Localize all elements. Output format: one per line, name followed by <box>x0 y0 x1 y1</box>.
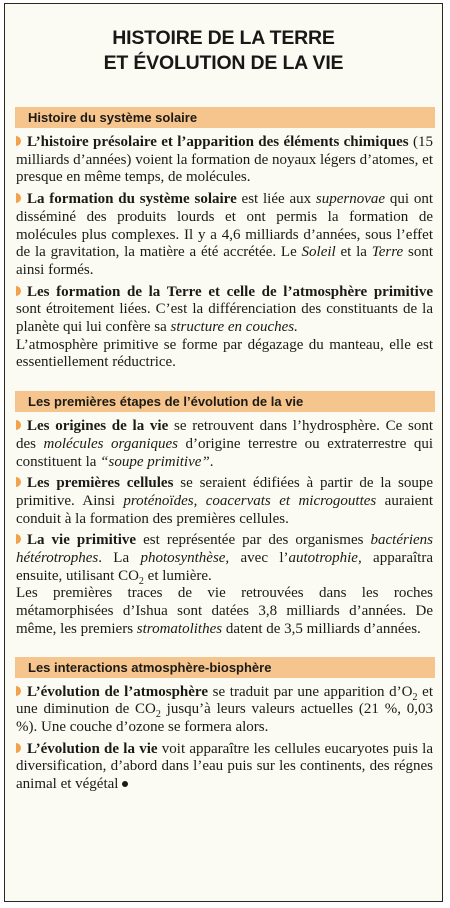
section-heading: Histoire du système solaire <box>15 107 435 128</box>
section-2 <box>5 391 442 638</box>
bullet-paragraph <box>16 475 433 528</box>
text-bold: L’évolution de l’atmosphère <box>27 683 208 700</box>
document-frame <box>4 3 443 902</box>
text-italic: Soleil <box>301 244 336 261</box>
title-line-2: ET ÉVOLUTION DE LA VIE <box>103 52 344 74</box>
text-run: avec l’ <box>229 550 289 567</box>
text-run: est liée aux <box>236 191 316 208</box>
text-run: jusqu’à leurs valeurs actuelles (21 %, 0,03 %). Une couche d’ozone se formera alors. <box>16 701 434 735</box>
bullet-paragraph <box>16 532 433 585</box>
text-italic: proténoïdes, coacervats et microgouttes <box>123 492 377 509</box>
text-run: d’origine terrestre ou extraterrestre qui constituent la <box>16 435 434 470</box>
text-run: voit apparaître les cellules eucaryotes puis la diversification, d’abord dans l’eau puis sur les continents, des régnes animal et végétal <box>16 740 433 793</box>
section-3 <box>5 657 442 794</box>
text-run: . <box>209 453 214 470</box>
text-run: apparaîtra ensuite, utilisant CO <box>16 550 433 584</box>
document-body <box>5 107 442 794</box>
text-run: et lumière. <box>143 567 212 584</box>
text-run: et une diminution de CO <box>16 683 433 718</box>
text-italic: photosynthèse, <box>140 550 230 567</box>
section-1 <box>5 107 442 372</box>
bullet-paragraph <box>16 134 433 187</box>
paragraph <box>16 585 433 638</box>
bullet-icon <box>16 136 21 146</box>
text-sub: 2 <box>412 691 418 703</box>
text-bold: La vie primitive <box>27 532 137 549</box>
bullet-icon <box>16 477 21 487</box>
text-italic: supernovae <box>315 191 386 208</box>
text-run: sont étroitement liées. C’est la différenciation des constituants de la planète qui lui confère sa <box>16 301 433 336</box>
bullet-icon <box>16 286 21 296</box>
text-run: qui ont disséminé des produits lourds et ont permis la formation de molécules plus complexes. Il y a 4,6 milliards d’années, sous l’effet de la gravitation, la matière a été accrétée. Le <box>16 191 433 261</box>
text-run: et la <box>335 244 372 261</box>
text-bold: Les origines de la vie <box>27 418 169 435</box>
bullet-icon <box>16 420 21 430</box>
bullet-icon <box>16 743 21 753</box>
text-run: se traduit par une apparition d’O <box>207 683 413 700</box>
text-bold: L’évolution de la vie <box>27 740 158 757</box>
title-line-1: HISTOIRE DE LA TERRE <box>112 27 335 49</box>
text-run: L’atmosphère primitive se forme par dégazage du manteau, elle est essentiellement réductrice. <box>16 336 433 371</box>
text-bold: La formation du système solaire <box>27 191 237 208</box>
text-bold: Les formation de la Terre et celle de l’atmosphère primitive <box>27 283 433 300</box>
text-run: se retrouvent dans l’hydrosphère. Ce sont des <box>16 418 433 452</box>
text-italic: stromatolithes <box>136 620 223 637</box>
text-italic: autotrophie, <box>288 550 362 567</box>
bullet-icon <box>16 686 21 696</box>
text-run: se seraient édifiées à partir de la soupe primitive. Ainsi <box>16 475 433 509</box>
text-italic: bactériens hétérotrophes <box>16 532 433 567</box>
text-italic: molécules organiques <box>43 435 178 452</box>
text-run: (15 milliards d’années) voient la formation de noyaux légers d’atomes, et presque en même temps, de molécules. <box>16 134 434 186</box>
bullet-icon <box>16 193 21 203</box>
bullet-paragraph <box>16 284 433 337</box>
text-sub: 2 <box>155 709 161 721</box>
text-run: datent de 3,5 milliards d’années. <box>222 620 421 637</box>
bullet-paragraph <box>16 684 433 737</box>
text-run: auraient conduit à la formation des premières cellules. <box>16 492 433 527</box>
section-heading: Les interactions atmosphère-biosphère <box>15 657 435 678</box>
bullet-paragraph <box>16 191 433 280</box>
text-run: . La <box>98 550 141 567</box>
text-run: est représentée par des organismes <box>136 532 371 549</box>
text-bold: L’histoire présolaire et l’apparition des éléments chimiques <box>27 134 409 150</box>
bullet-paragraph <box>16 418 433 471</box>
text-sub: 2 <box>138 575 144 587</box>
bullet-paragraph <box>16 741 433 794</box>
text-italic: structure en couches. <box>170 319 298 336</box>
text-italic: Terre <box>371 244 404 261</box>
section-heading: Les premières étapes de l’évolution de la vie <box>15 391 435 412</box>
text-run: Les premières traces de vie retrouvées dans les roches métamorphisées d’Ishua sont datées 3,8 milliards d’années. De même, les premiers <box>16 585 433 637</box>
text-run: sont ainsi formés. <box>16 244 433 278</box>
text-bold: Les premières cellules <box>27 475 174 492</box>
paragraph <box>16 337 433 372</box>
end-dot-icon <box>122 781 128 787</box>
text-italic: “soupe primitive” <box>100 453 210 470</box>
bullet-icon <box>16 534 21 544</box>
page-title <box>5 26 442 76</box>
